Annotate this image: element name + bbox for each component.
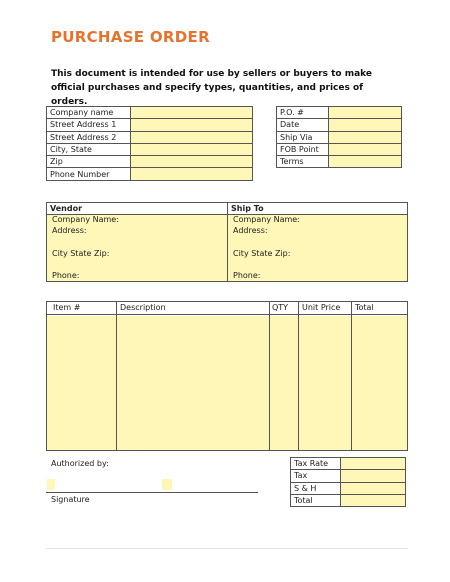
terms-field[interactable] [329, 156, 402, 168]
shipto-header: Ship To [228, 203, 407, 215]
item-number-column[interactable] [47, 316, 116, 450]
po-number-field[interactable] [329, 107, 402, 119]
company-name-field[interactable] [131, 107, 253, 119]
description-column[interactable] [117, 316, 269, 450]
ship-via-label: Ship Via [277, 131, 329, 143]
items-table [46, 301, 408, 451]
totals-row [291, 470, 406, 482]
company-row [47, 131, 253, 143]
date-field[interactable] [329, 119, 402, 131]
vendor-fields[interactable] [47, 215, 227, 281]
city-state-label: City, State [47, 143, 131, 155]
street-address-2-field[interactable] [131, 131, 253, 143]
po-row [277, 131, 402, 143]
total-header: Total [355, 303, 374, 312]
shipto-address-label: Address: [233, 226, 268, 235]
street-address-2-label: Street Address 2 [47, 131, 131, 143]
fob-point-field[interactable] [329, 143, 402, 155]
intro-text: This document is intended for use by sellers or buyers to make official purchases and specify types, quantities, and prices of orders. [51, 69, 373, 107]
company-row [47, 156, 253, 168]
street-address-1-field[interactable] [131, 119, 253, 131]
po-row [277, 143, 402, 155]
column-divider [116, 302, 117, 450]
shipto-company-label: Company Name: [233, 215, 300, 224]
shipto-column [228, 203, 407, 281]
shipto-city-label: City State Zip: [233, 249, 291, 258]
company-row [47, 143, 253, 155]
items-header [47, 302, 407, 315]
ship-via-field[interactable] [329, 131, 402, 143]
description-header: Description [120, 303, 166, 312]
vendor-shipto-section [46, 202, 408, 282]
total-label: Total [291, 494, 341, 506]
authorized-by-label: Authorized by: [51, 459, 109, 468]
totals-row [291, 482, 406, 494]
tax-rate-field[interactable] [341, 458, 406, 470]
po-number-label: P.O. # [277, 107, 329, 119]
zip-field[interactable] [131, 156, 253, 168]
vendor-company-label: Company Name: [52, 215, 119, 224]
company-row [47, 119, 253, 131]
phone-number-label: Phone Number [47, 168, 131, 180]
tax-label: Tax [291, 470, 341, 482]
totals-row [291, 458, 406, 470]
shipto-fields[interactable] [228, 215, 407, 281]
total-column[interactable] [352, 316, 407, 450]
vendor-header: Vendor [47, 203, 227, 215]
unit-price-header: Unit Price [302, 303, 341, 312]
column-divider [298, 302, 299, 450]
company-info-table [46, 106, 253, 181]
vendor-column [47, 203, 228, 281]
tax-field[interactable] [341, 470, 406, 482]
footer-divider [46, 548, 408, 549]
shipto-phone-label: Phone: [233, 271, 261, 280]
document-title: PURCHASE ORDER [51, 28, 210, 46]
date-label: Date [277, 119, 329, 131]
qty-header: QTY [272, 303, 289, 312]
authorized-by-field[interactable] [47, 479, 55, 490]
item-number-header: Item # [53, 303, 81, 312]
qty-column[interactable] [270, 316, 298, 450]
totals-row [291, 494, 406, 506]
column-divider [269, 302, 270, 450]
tax-rate-label: Tax Rate [291, 458, 341, 470]
signature-line [46, 492, 258, 493]
company-row [47, 168, 253, 180]
shipping-handling-label: S & H [291, 482, 341, 494]
totals-table [290, 457, 406, 507]
company-name-label: Company name [47, 107, 131, 119]
po-info-table [276, 106, 402, 168]
shipping-handling-field[interactable] [341, 482, 406, 494]
vendor-phone-label: Phone: [52, 271, 80, 280]
zip-label: Zip [47, 156, 131, 168]
company-row [47, 107, 253, 119]
po-row [277, 107, 402, 119]
column-divider [351, 302, 352, 450]
unit-price-column[interactable] [299, 316, 351, 450]
city-state-field[interactable] [131, 143, 253, 155]
vendor-city-label: City State Zip: [52, 249, 110, 258]
total-field[interactable] [341, 494, 406, 506]
phone-number-field[interactable] [131, 168, 253, 180]
vendor-address-label: Address: [52, 226, 87, 235]
street-address-1-label: Street Address 1 [47, 119, 131, 131]
authorized-date-field[interactable] [162, 479, 172, 490]
po-row [277, 156, 402, 168]
fob-point-label: FOB Point [277, 143, 329, 155]
signature-label: Signature [51, 495, 90, 504]
terms-label: Terms [277, 156, 329, 168]
po-row [277, 119, 402, 131]
